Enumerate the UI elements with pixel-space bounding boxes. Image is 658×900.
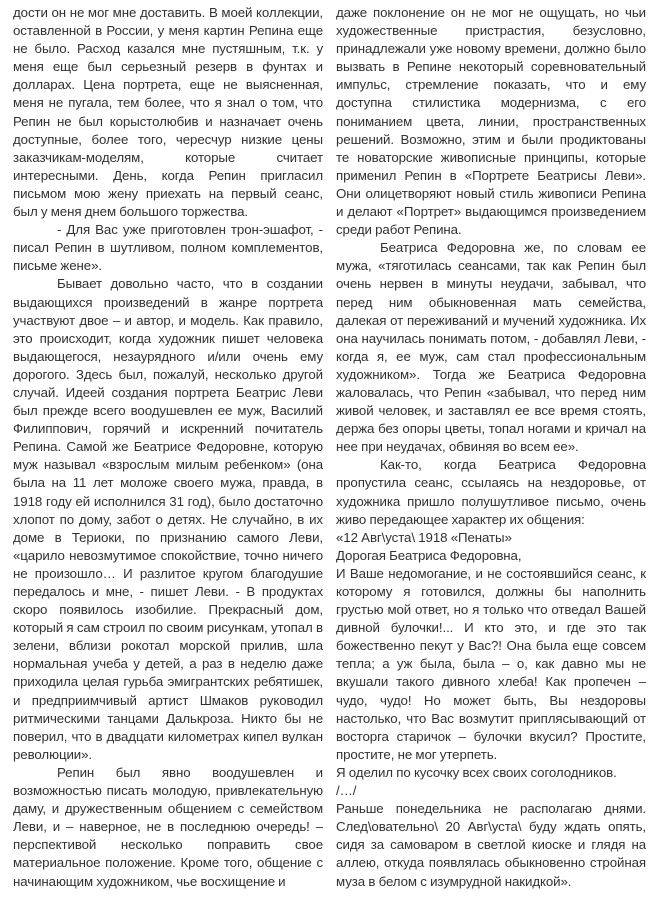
paragraph: Беатриса Федоровна же, по словам ее мужа, «тяготилась сеансами, так как Репин был очень нервен в минуты неудачи, забывал, что перед ним обыкновенная мать семейства, далекая от переживаний и мучений художника. Их она научилась понимать потом, - добавлял Леви, - когда я, ее муж, сам стал профессиональным художником». Тогда же Беатриса Федоровна жаловалась, что Репин «забывал, что перед ним живой человек, и заставлял ее все время стоять, держа без опоры цветы, топал ногами и кричал на нее при неудачах, обвиняя во всем ее». bbox=[336, 240, 646, 455]
paragraph-continuation: дости он не мог мне доставить. В моей коллекции, оставленной в России, у меня картин Репина еще не было. Расход казался мне пустяшным, т.к. у меня еще был серьезный резерв в фунтах и долларах. Цена портрета, еще не выясненная, меня не пугала, тем более, что я знал о том, что Репин не был корыстолюбив и назначает очень доступные, более того, чересчур низкие цены заказчикам-моделям, которые считает интересными. День, когда Репин пригласил письмом мою жену приехать на первый сеанс, был у меня днем большого торжества. bbox=[13, 5, 323, 220]
paragraph-continuation: даже поклонение он не мог не ощущать, но чьи художественные пристрастия, безусловно, принадлежали уже новому времени, должно было вызвать в Репине некоторый соревновательный импульс, стремление показать, что и ему доступна стилистика модернизма, с его пониманием цвета, линии, пространственных решений. Возможно, этим и были продиктованы те новаторские живописные принципы, которые применил Репин в «Портрете Беатрисы Леви». Они олицетворяют новый стиль живописи Репина и делают «Портрет» выдающимся произведением среди работ Репина. bbox=[336, 5, 646, 238]
paragraph: Бывает довольно часто, что в создании выдающихся произведений в жанре портрета участвуют двое – и автор, и модель. Как правило, это происходит, когда художник пишет человека выдающегося, незаурядного и/или очень ему дорогого. Здесь был, пожалуй, несколько другой случай. Идеей создания портрета Беатрис Леви был прежде всего воодушевлен ее муж, Василий Филиппович, горячий и искренний почитатель Репина. Самой же Беатрисе Федоровне, которую муж называл «взрослым милым ребенком» (она была на 11 лет моложе своего мужа, правда, в 1918 году ей исполнился 31 год), было достаточно хлопот по дому, забот о детях. Не случайно, в их доме в Териоки, по признанию самого Леви, «царило невозмутимое спокойствие, точно ничего не произошло… И разлитое кругом благодушие передалось и мне, - пишет Леви. - В продуктах скоро появилось изобилие. Прекрасный дом, который я сам строил по своим рисункам, утопал в зелени, вблизи рокотал морской прилив, шла нормальная учеба у детей, а раз в неделю даже приходила целая гурьба эмигрантских ребятишек, и предприимчивый артист Шмаков руководил ритмическими танцами Далькроза. Никто бы не поверил, что в двадцати километрах кипел вулкан революции». bbox=[13, 276, 323, 762]
letter-date-line: «12 Авг\уста\ 1918 «Пенаты» bbox=[336, 529, 512, 545]
paragraph: Репин был явно воодушевлен и возможностью писать молодую, привлекательную даму, и дружественным общением с семейством Леви, и – наверное, не в последнюю очередь! – перспективой несколько поправить свое материальное положение. Кроме того, общение с начинающим художником, чье восхищение и bbox=[13, 764, 323, 889]
letter-body: И Ваше недомогание, и не состоявшийся сеанс, к которому я готовился, должны бы наполнить грустью мой ответ, но я только что отведал Вашей дивной булочки!... И кто это, и где это так божественно пекут у Вас?! Она была еще совсем тепла; а уж была, была – о, как давно мы не вкушали такого дивного хлеба! Как пропечен – чудо, чудо! Но может быть, Вы нездоровы настолько, что Вас возмутит приплясывающий от восторга старичок – булочки вкусил? Простите, простите, не мог утерпеть. bbox=[336, 565, 646, 762]
letter-ellipsis-line: /…/ bbox=[336, 783, 357, 799]
letter-body: Я оделил по кусочку всех своих соголодников. bbox=[336, 764, 617, 780]
letter-salutation: Дорогая Беатриса Федоровна, bbox=[336, 547, 522, 563]
letter-body: Раньше понедельника не располагаю днями. След\овательно\ 20 Авг\уста\ буду ждать опять, сидя за самоваром в светлой киоске и глядя на аллею, откуда появлялась обыкновенно стройная муза в белом с изумрудной накидкой». bbox=[336, 801, 646, 889]
paragraph: - Для Вас уже приготовлен трон-эшафот, - писал Репин в шутливом, полном комплементов, письме жене». bbox=[13, 222, 323, 274]
paragraph: Как-то, когда Беатриса Федоровна пропустила сеанс, ссылаясь на нездоровье, от художника пришло полушутливое письмо, очень живо передающее характер их общения: bbox=[336, 457, 646, 527]
right-column bbox=[336, 4, 646, 896]
left-column bbox=[13, 4, 323, 896]
